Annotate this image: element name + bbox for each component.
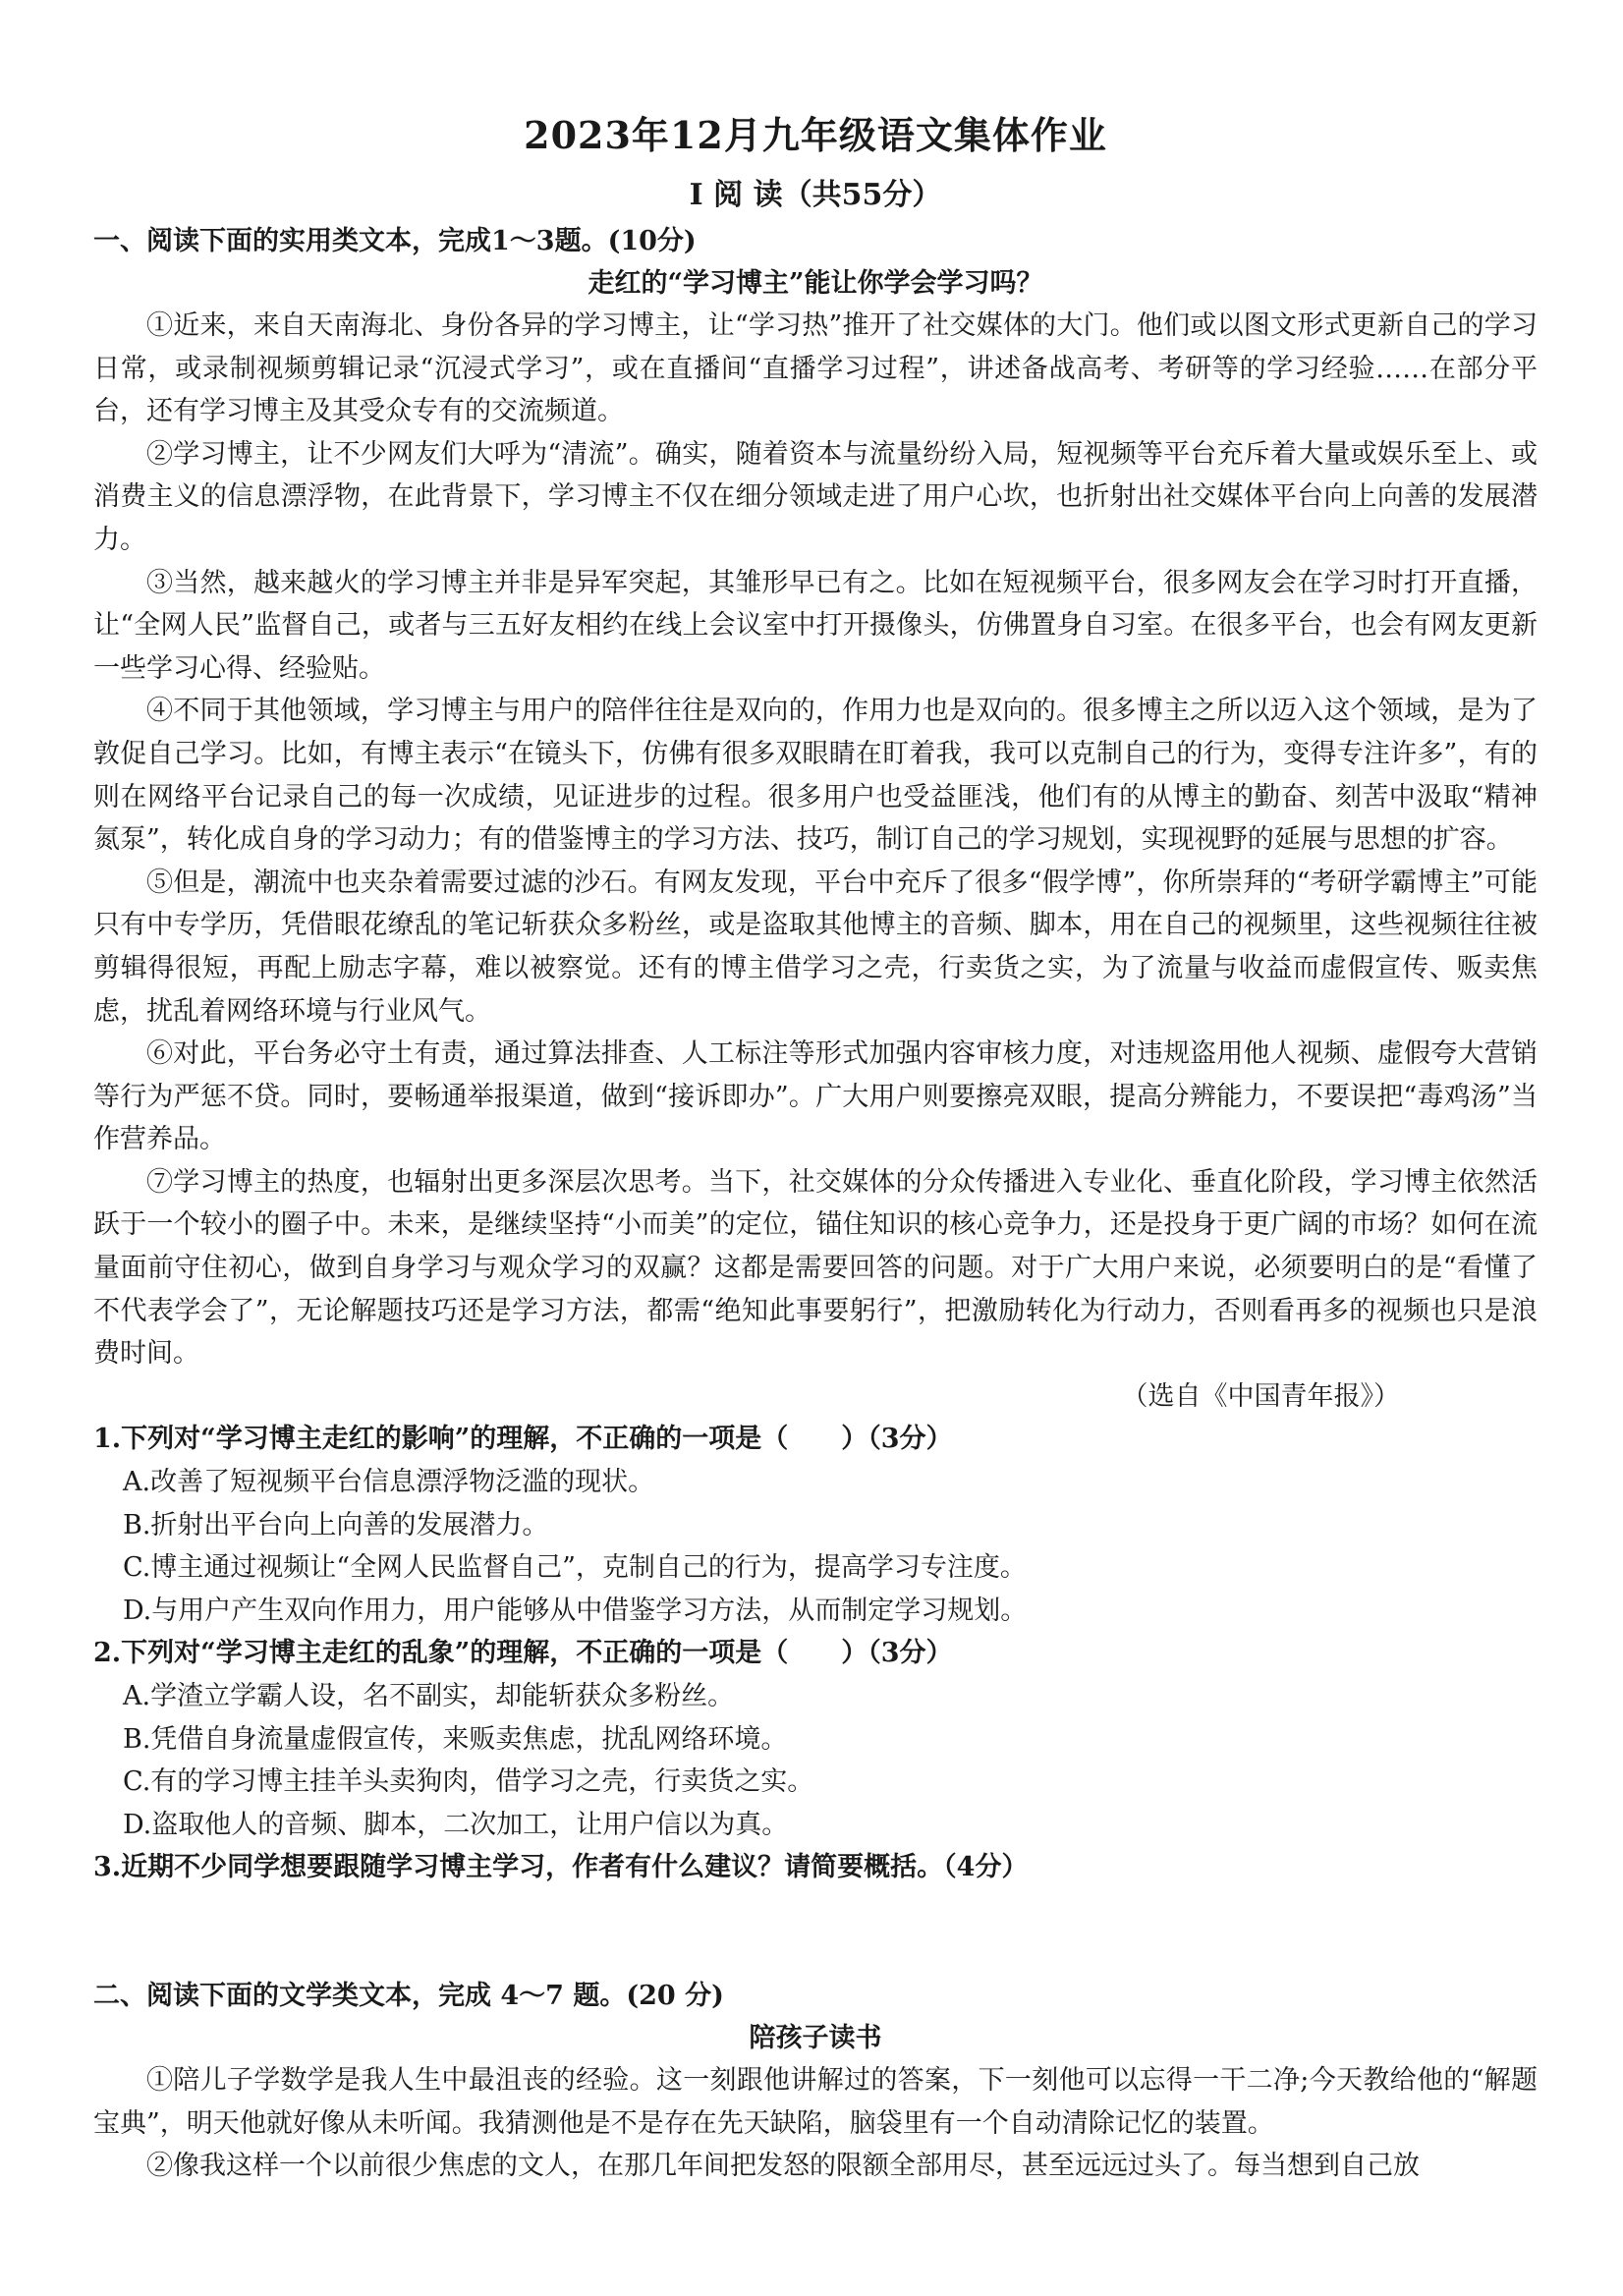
article-source: （选自《中国青年报》）	[1121, 1380, 1400, 1412]
question-1-option-b: B.折射出平台向上向善的发展潜力。	[123, 1509, 549, 1540]
section-2-paragraph-2: ②像我这样一个以前很少焦虑的文人，在那几年间把发怒的限额全部用尽，甚至远远过头了。每当想到自己放	[146, 2151, 1420, 2182]
question-2-option-b: B.凭借自身流量虚假宣传，来贩卖焦虑，扰乱网络环境。	[123, 1723, 788, 1755]
question-1-stem: 1.下列对“学习博主走红的影响”的理解，不正确的一项是（ ）（3分）	[93, 1424, 953, 1455]
paragraph-4: ④不同于其他领域，学习博主与用户的陪伴往往是双向的，作用力也是双向的。很多博主之所以迈入这个领域，是为了敦促自己学习。比如，有博主表示“在镜头下，仿佛有很多双眼睛在盯着我，我可以克制自己的行为，变得专注许多”，有的则在网络平台记录自己的每一次成绩，见证进步的过程。很多用户也受益匪浅，他们有的从博主的勤奋、刻苦中汲取“精神氮泵”，转化成自身的学习动力；有的借鉴博主的学习方法、技巧，制订自己的学习规划，实现视野的延展与思想的扩容。	[93, 696, 1538, 856]
question-2-option-d: D.盗取他人的音频、脚本，二次加工，让用户信以为真。	[123, 1809, 789, 1840]
paragraph-7: ⑦学习博主的热度，也辐射出更多深层次思考。当下，社交媒体的分众传播进入专业化、垂直化阶段，学习博主依然活跃于一个较小的圈子中。未来，是继续坚持“小而美”的定位，锚住知识的核心竞争力，还是投身于更广阔的市场？如何在流量面前守住初心，做到自身学习与观众学习的双赢？这都是需要回答的问题。对于广大用户来说，必须要明白的是“看懂了不代表学会了”，无论解题技巧还是学习方法，都需“绝知此事要躬行”，把激励转化为行动力，否则看再多的视频也只是浪费时间。	[93, 1166, 1538, 1370]
question-3	[93, 1846, 1538, 1889]
question-1-option-a: A.改善了短视频平台信息漂浮物泛滥的现状。	[123, 1467, 655, 1498]
question-1-option-c: C.博主通过视频让“全网人民监督自己”，克制自己的行为，提高学习专注度。	[123, 1552, 1027, 1584]
section-2	[93, 1975, 1538, 2188]
document-title: 2023年12月九年级语文集体作业	[524, 113, 1107, 157]
paragraph-6: ⑥对此，平台务必守土有责，通过算法排查、人工标注等形式加强内容审核力度，对违规盗用他人视频、虚假夸大营销等行为严惩不贷。同时，要畅通举报渠道，做到“接诉即办”。广大用户则要擦亮双眼，提高分辨能力，不要误把“毒鸡汤”当作营养品。	[93, 1038, 1538, 1155]
question-2-stem: 2.下列对“学习博主走红的乱象”的理解，不正确的一项是（ ）（3分）	[93, 1638, 953, 1669]
paragraph-3: ③当然，越来越火的学习博主并非是异军突起，其雏形早已有之。比如在短视频平台，很多网友会在学习时打开直播，让“全网人民”监督自己，或者与三五好友相约在线上会议室中打开摄像头，仿佛置身自习室。在很多平台，也会有网友更新一些学习心得、经验贴。	[93, 567, 1538, 684]
paragraph-1: ①近来，来自天南海北、身份各异的学习博主，让“学习热”推开了社交媒体的大门。他们或以图文形式更新自己的学习日常，或录制视频剪辑记录“沉浸式学习”，或在直播间“直播学习过程”，讲述备战高考、考研等的学习经验……在部分平台，还有学习博主及其受众专有的交流频道。	[93, 310, 1538, 427]
section-1-heading: 一、阅读下面的实用类文本，完成1～3题。(10分)	[93, 226, 697, 256]
question-3-stem: 3.近期不少同学想要跟随学习博主学习，作者有什么建议？请简要概括。（4分）	[93, 1852, 1029, 1883]
section-1-article-title: 走红的“学习博主”能让你学会学习吗？	[588, 268, 1043, 299]
question-2	[93, 1632, 1538, 1846]
section-1	[93, 220, 1538, 1889]
question-1-option-d: D.与用户产生双向作用力，用户能够从中借鉴学习方法，从而制定学习规划。	[123, 1595, 1028, 1626]
question-2-option-a: A.学渣立学霸人设，名不副实，却能斩获众多粉丝。	[123, 1681, 735, 1711]
question-1	[93, 1418, 1538, 1632]
part-title: Ⅰ 阅 读（共55分）	[689, 178, 942, 212]
section-2-paragraph-1: ①陪儿子学数学是我人生中最沮丧的经验。这一刻跟他讲解过的答案，下一刻他可以忘得一干二净;今天教给他的“解题宝典”，明天他就好像从未听闻。我猜测他是不是存在先天缺陷，脑袋里有一个自动清除记忆的装置。	[93, 2064, 1538, 2139]
section-2-heading: 二、阅读下面的文学类文本，完成 4～7 题。(20 分)	[93, 1980, 724, 2011]
question-2-option-c: C.有的学习博主挂羊头卖狗肉，借学习之壳，行卖货之实。	[123, 1766, 814, 1798]
paragraph-5: ⑤但是，潮流中也夹杂着需要过滤的沙石。有网友发现，平台中充斥了很多“假学博”，你所崇拜的“考研学霸博主”可能只有中专学历，凭借眼花缭乱的笔记斩获众多粉丝，或是盗取其他博主的音频、脚本，用在自己的视频里，这些视频往往被剪辑得很短，再配上励志字幕，难以被察觉。还有的博主借学习之壳，行卖货之实，为了流量与收益而虚假宣传、贩卖焦虑，扰乱着网络环境与行业风气。	[93, 867, 1538, 1027]
section-2-article-title: 陪孩子读书	[749, 2022, 882, 2053]
exam-page	[93, 108, 1538, 2188]
paragraph-2: ②学习博主，让不少网友们大呼为“清流”。确实，随着资本与流量纷纷入局，短视频等平台充斥着大量或娱乐至上、或消费主义的信息漂浮物，在此背景下，学习博主不仅在细分领域走进了用户心坎，也折射出社交媒体平台向上向善的发展潜力。	[93, 438, 1538, 555]
answer-space	[93, 1889, 1538, 1975]
